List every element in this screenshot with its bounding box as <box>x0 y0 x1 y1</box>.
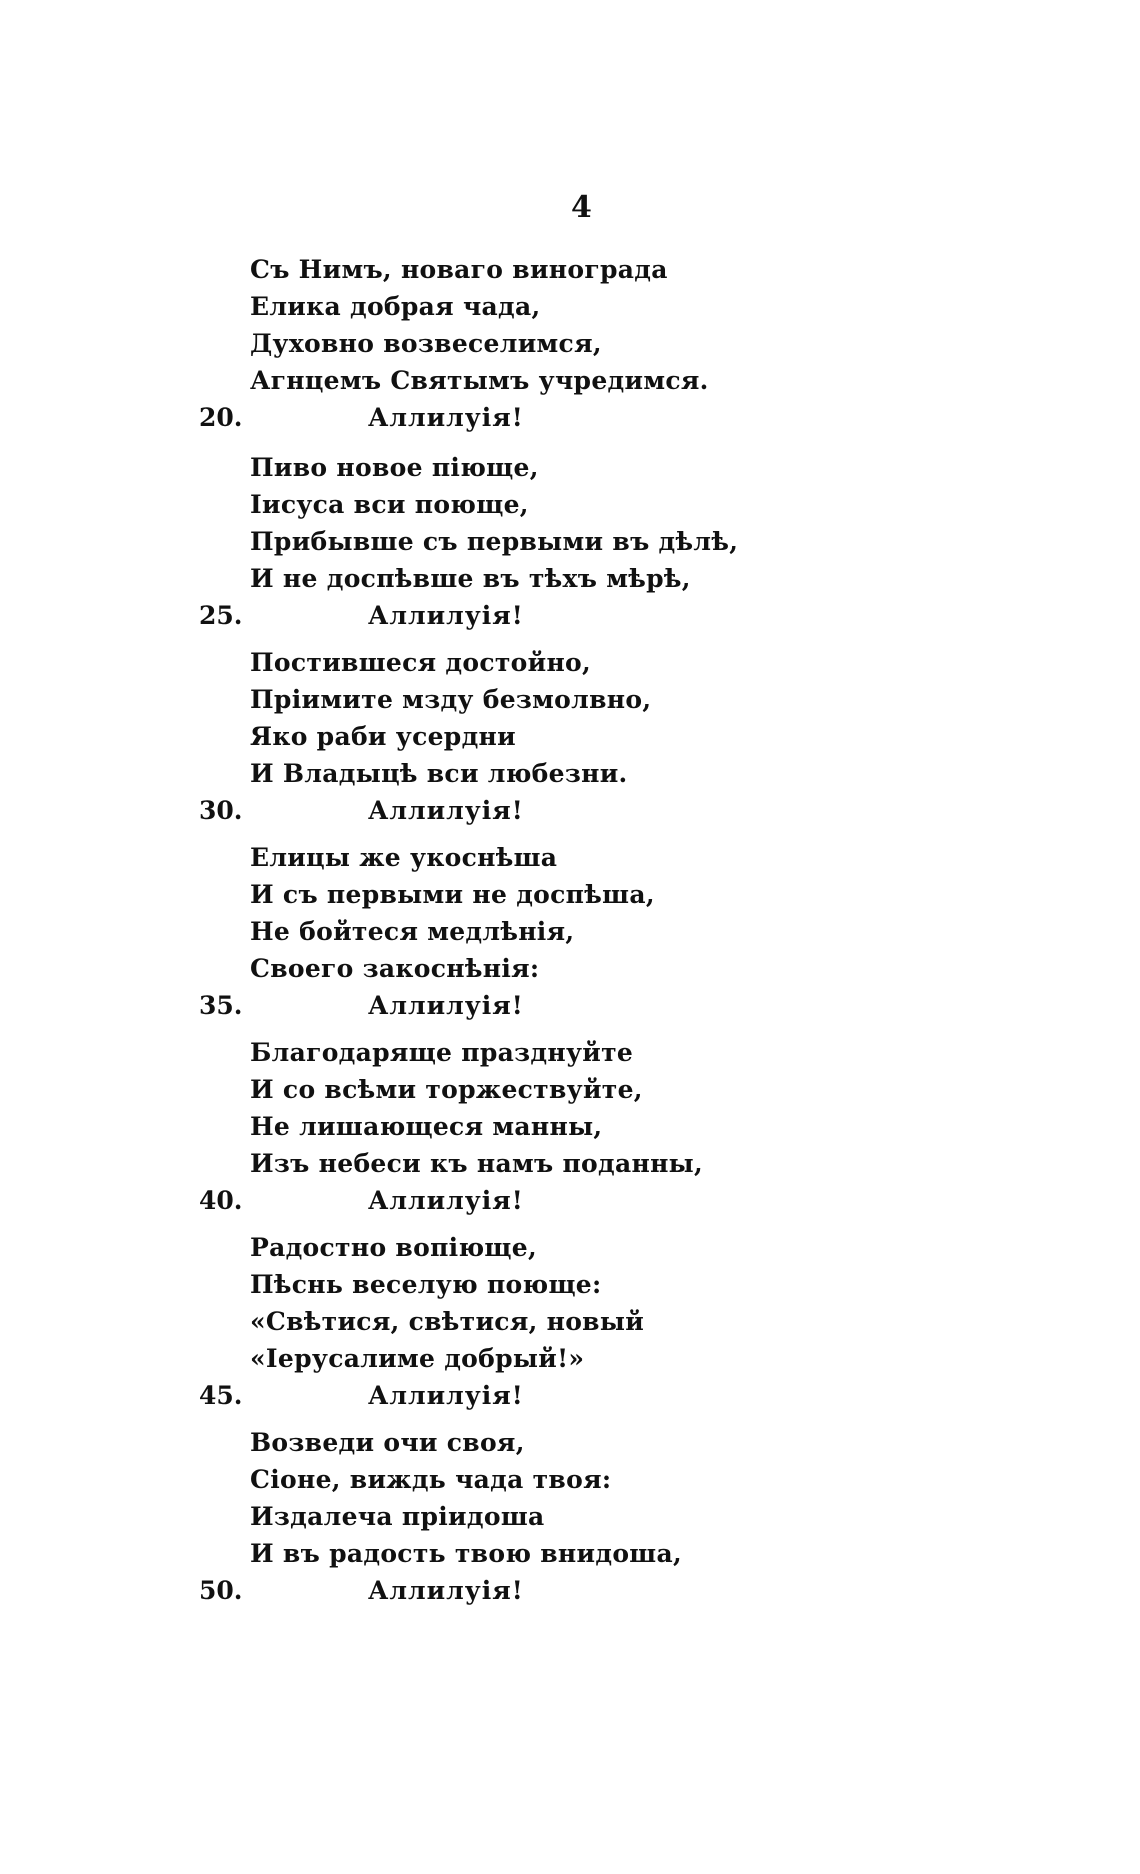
verse-line: Духовно возвеселимся, <box>250 329 602 358</box>
verse-line: «Свѣтися, свѣтися, новый <box>250 1307 645 1336</box>
verse-line: Сіоне, виждь чада твоя: <box>250 1465 612 1494</box>
verse-line: Изъ небеси къ намъ поданны, <box>250 1149 704 1178</box>
verse-line: И Владыцѣ вси любезни. <box>250 759 628 788</box>
refrain: Аллилуія! <box>368 601 524 630</box>
line-number: 40. <box>199 1186 243 1215</box>
verse-line: Постившеся достойно, <box>250 648 592 677</box>
line-number: 30. <box>199 796 243 825</box>
line-number: 45. <box>199 1381 243 1410</box>
verse-line: И не доспѣвше въ тѣхъ мѣрѣ, <box>250 564 691 593</box>
verse-line: Яко раби усердни <box>250 722 516 751</box>
verse-line: Елицы же укоснѣша <box>250 843 558 872</box>
refrain: Аллилуія! <box>368 796 524 825</box>
verse-line: Елика добрая чада, <box>250 292 541 321</box>
verse-line: Пиво новое піюще, <box>250 453 539 482</box>
verse-line: Благодаряще празднуйте <box>250 1038 634 1067</box>
verse-line: И съ первыми не доспѣша, <box>250 880 655 909</box>
verse-line: И въ радость твою внидоша, <box>250 1539 682 1568</box>
line-number: 25. <box>199 601 243 630</box>
verse-line: Съ Нимъ, новаго винограда <box>250 255 668 284</box>
refrain: Аллилуія! <box>368 403 524 432</box>
refrain: Аллилуія! <box>368 1186 524 1215</box>
verse-line: Издалеча пріидоша <box>250 1502 545 1531</box>
refrain: Аллилуія! <box>368 1381 524 1410</box>
refrain: Аллилуія! <box>368 991 524 1020</box>
refrain: Аллилуія! <box>368 1576 524 1605</box>
verse-line: Не бойтеся медлѣнія, <box>250 917 575 946</box>
line-number: 35. <box>199 991 243 1020</box>
verse-line: Іисуса вси поюще, <box>250 490 529 519</box>
verse-line: Прибывше съ первыми въ дѣлѣ, <box>250 527 739 556</box>
verse-line: Пѣснь веселую поюще: <box>250 1270 602 1299</box>
verse-line: Возведи очи своя, <box>250 1428 525 1457</box>
verse-line: Не лишающеся манны, <box>250 1112 603 1141</box>
line-number: 20. <box>199 403 243 432</box>
line-number: 50. <box>199 1576 243 1605</box>
verse-line: Пріимите мзду безмолвно, <box>250 685 652 714</box>
verse-line: Агнцемъ Святымъ учредимся. <box>250 366 709 395</box>
page-number: 4 <box>571 190 592 225</box>
verse-line: «Іерусалиме добрый!» <box>250 1344 585 1373</box>
verse-line: Радостно вопіюще, <box>250 1233 537 1262</box>
verse-line: Своего закоснѣнія: <box>250 954 540 983</box>
verse-line: И со всѣми торжествуйте, <box>250 1075 643 1104</box>
